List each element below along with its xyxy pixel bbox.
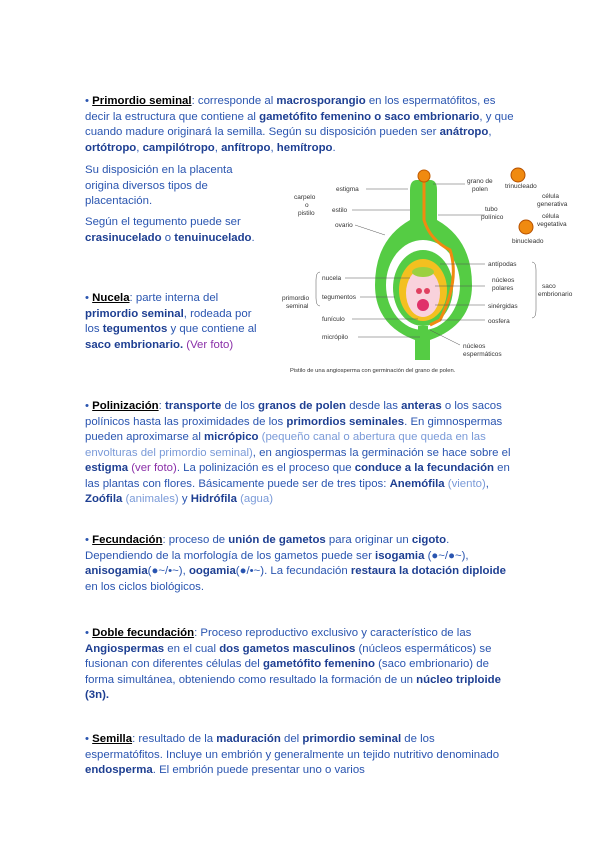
ver-foto-link[interactable]: (Ver foto) (186, 338, 234, 351)
pollen-grain (418, 170, 430, 182)
polinizacion-paragraph (85, 399, 515, 508)
text: (núcleos espermáticos) se fusionan con diferentes células del (85, 642, 492, 670)
label-saco: saco (542, 283, 556, 290)
kw: isogamia (375, 549, 425, 562)
label-binucleado: binucleado (512, 238, 544, 245)
text: . (251, 231, 255, 244)
primordio-paragraph (85, 94, 515, 156)
text: . (332, 141, 336, 154)
semilla-paragraph (85, 732, 515, 779)
text: (animales) (122, 493, 179, 505)
bullet: • (85, 292, 89, 304)
term-polinizacion: Polinización (92, 400, 159, 412)
diagram-caption: Pistilo de una angiosperma con germinación del grano de polen. (290, 368, 456, 374)
pollen-trinucleate (511, 168, 525, 182)
text: (pequeño canal o abertura que queda en las envolturas del primordio seminal) (85, 431, 486, 459)
text: . La fecundación (264, 565, 351, 577)
label-celula2: célula (542, 213, 559, 220)
text: , (485, 477, 489, 490)
kw: Angiospermas (85, 642, 165, 655)
kw: saco embrionario. (85, 338, 184, 351)
bullet: • (85, 627, 89, 639)
text: o los sacos polínicos hasta las proximidades de los (85, 400, 502, 428)
label-trinucleado: trinucleado (505, 183, 537, 190)
kw: tegumentos (102, 323, 168, 335)
text: (●~/•~), (147, 565, 189, 577)
label-generativa: generativa (537, 201, 568, 208)
text: , (270, 141, 277, 154)
kw: anátropo (439, 126, 489, 138)
polar-nucleus (416, 288, 422, 294)
kw: restaura la dotación diploide (350, 565, 506, 577)
kw: primordios seminales (286, 415, 405, 428)
kw: Zoófila (85, 493, 123, 505)
text: (saco embrionario) de forma simultánea, obteniendo como resultado la formación de un (85, 658, 489, 686)
kw: primordio seminal (85, 307, 184, 320)
text: (●~/●~), (424, 549, 469, 562)
label-antipodas: antípodas (488, 261, 517, 268)
text: . El embrión puede presentar uno o varios (152, 764, 365, 776)
text: en los espermatófitos, es decir la estructura que contiene al (85, 95, 496, 123)
text: . Dependiendo de la morfología de los gametos puede ser (85, 534, 450, 562)
text: en los ciclos biológicos. (85, 580, 205, 593)
kw: anteras (401, 400, 442, 412)
bullet: • (85, 400, 89, 412)
tegumento-paragraph (85, 215, 265, 246)
text: o (161, 231, 175, 244)
kw: cigoto (411, 534, 447, 546)
nucela-paragraph (85, 291, 257, 353)
kw: campilótropo (142, 141, 215, 154)
text: : (158, 400, 165, 412)
label-celula: célula (542, 193, 559, 200)
kw: Hidrófila (190, 493, 237, 505)
egg-cell (417, 299, 429, 311)
kw: Anemófila (389, 477, 445, 490)
term-semilla: Semilla (92, 733, 133, 745)
label-tegumentos: tegumentos (322, 294, 356, 301)
label-pistilo: pistilo (298, 210, 315, 217)
text: y que contiene al (167, 323, 257, 335)
label-grano: grano de (467, 178, 493, 185)
text: en el cual (164, 642, 220, 655)
kw: crasinucelado (85, 231, 162, 244)
funiculus (418, 326, 428, 340)
label-espermaticos: espermáticos (463, 351, 502, 358)
text: desde las (346, 400, 402, 412)
text: : corresponde al (191, 95, 277, 107)
kw: gametófito femenino o saco embrionario (259, 110, 480, 123)
antipodal-cells (412, 267, 434, 277)
text: de los espermatófitos. Incluye un embrión y generalmente un tejido nutritivo denominado (85, 733, 500, 761)
polar-nucleus (424, 288, 430, 294)
term-primordio: Primordio seminal (92, 95, 192, 107)
label-nucela: nucela (322, 275, 342, 282)
text: en las plantas con flores. Básicamente puede ser de tres tipos: (85, 462, 510, 490)
kw: endosperma (85, 764, 153, 776)
label-tubo: tubo (485, 206, 498, 213)
label-ovario: ovario (335, 222, 353, 229)
text: , en angiospermas la germinación se hace sobre el (252, 446, 511, 459)
text: : parte interna del (129, 292, 219, 304)
bullet: • (85, 95, 89, 107)
label-polen: polen (472, 186, 488, 193)
kw: granos de polen (258, 400, 347, 412)
label-estigma: estigma (336, 186, 359, 193)
label-oosfera: oosfera (488, 318, 510, 325)
kw: primordio seminal (302, 733, 402, 745)
label-micropilo: micrópilo (322, 334, 349, 341)
kw: unión de gametos (228, 534, 326, 546)
label-carpelo: carpelo (294, 194, 316, 201)
disposicion-text: Su disposición en la placenta origina diversos tipos de placentación. (85, 164, 233, 207)
kw: dos gametos masculinos (219, 642, 356, 655)
kw: oogamia (188, 565, 236, 577)
kw: estigma (85, 462, 129, 474)
text: y (178, 493, 191, 505)
kw: micrópico (204, 431, 259, 443)
label-primordio: primordio (282, 295, 310, 302)
kw: conduce a la fecundación (354, 462, 495, 474)
text: para originar un (325, 534, 412, 546)
kw: anfítropo (221, 141, 271, 154)
bullet: • (85, 733, 89, 745)
kw: transporte (164, 400, 222, 412)
ver-foto-link[interactable]: (ver foto) (128, 462, 177, 474)
kw: macrosporangio (276, 95, 366, 107)
term-fecundacion: Fecundación (92, 534, 163, 546)
bullet: • (85, 534, 89, 546)
term-doble-fecundacion: Doble fecundación (92, 627, 195, 639)
text: . En gimnospermas pueden aproximarse al (85, 415, 503, 443)
text: : proceso de (162, 534, 229, 546)
label-polinico: polínico (481, 214, 504, 221)
doble-fecundacion-paragraph (85, 626, 515, 704)
kw: maduración (216, 733, 281, 745)
label-seminal: seminal (286, 303, 309, 310)
kw: ortótropo (85, 141, 137, 154)
kw: anisogamia (85, 565, 148, 577)
text: , (214, 141, 222, 154)
text: : Proceso reproductivo exclusivo y característico de las (194, 627, 472, 639)
pollen-binucleate (519, 220, 533, 234)
label-nucleos: núcleos (492, 277, 515, 284)
kw: gametófito femenino (262, 658, 375, 670)
label-polares: polares (492, 285, 514, 292)
text: Según el tegumento puede ser (85, 216, 241, 228)
text: , rodeada por los (85, 307, 252, 335)
label-estilo: estilo (332, 207, 348, 214)
text: de los (221, 400, 259, 412)
text: (agua) (236, 493, 274, 505)
text: : resultado de la (132, 733, 217, 745)
label-o: o (305, 202, 309, 209)
label-sinergidas: sinérgidas (488, 303, 518, 310)
text: , (136, 141, 143, 154)
text: (●/•~) (235, 565, 265, 577)
kw: tenuinucelado (174, 231, 252, 244)
fecundacion-paragraph (85, 533, 515, 595)
term-nucela: Nucela (92, 292, 130, 304)
text: del (280, 733, 303, 745)
kw: hemítropo (276, 141, 333, 154)
label-embrionario: embrionario (538, 291, 573, 298)
label-funiculo: funículo (322, 316, 345, 323)
text: , (488, 126, 492, 138)
kw: núcleo triploide (3n). (85, 673, 501, 701)
label-vegetativa: vegetativa (537, 221, 567, 228)
text: (viento) (444, 477, 486, 490)
text: , y que cuando madure originará la semilla. Según su disposición pueden ser (85, 110, 514, 138)
text: . La polinización es el proceso que (176, 462, 355, 474)
pistil-diagram (280, 160, 580, 378)
label-nucleos-esp: núcleos (463, 343, 486, 350)
